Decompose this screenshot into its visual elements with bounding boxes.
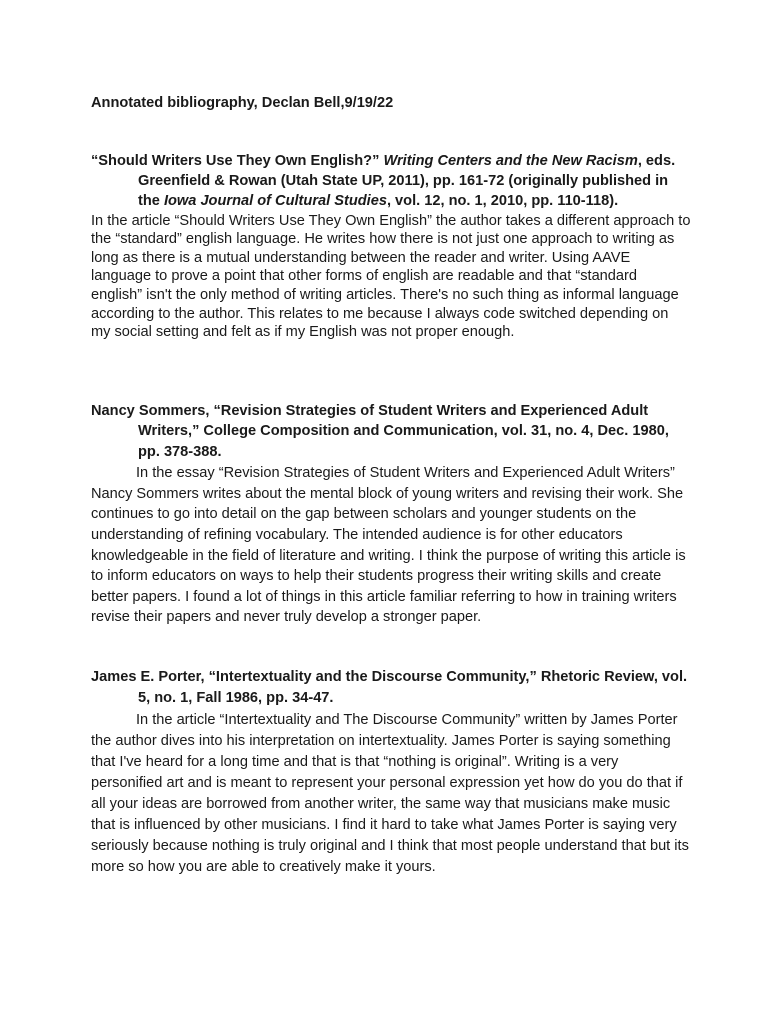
entry-annotation: In the article “Should Writers Use They Own English” the author takes a different approach to the “standard” english language. He writes how there is not just one approach to writing as long as there is a mutual understanding between the reader and writer. Using AAVE language to prove a point that other forms of english are readable and that “standard english” isn't the only method of writing articles. There's no such thing as informal language according to the author. This relates to me because I always code switched depending on my social setting and felt as if my English was not proper enough. [91, 212, 691, 341]
entry-annotation: In the article “Intertextuality and The Discourse Community” written by James Porter the author dives into his interpretation on intertextuality. James Porter is saying something that I've heard for a long time and that is that “nothing is original”. Writing is a very personified art and is meant to represent your personal expression yet how do you do that if all your ideas are borrowed from another writer, the same way that musicians make music that is influenced by other musicians. I find it hard to take what James Porter is saying very seriously because nothing is truly original and I think that most people understand that but its more so how you are able to creatively make it yours. [91, 712, 689, 875]
citation-journal-title: Iowa Journal of Cultural Studies [163, 193, 387, 210]
citation-source-title: Writing Centers and the New Racism [383, 153, 638, 169]
bibliography-entry [91, 667, 691, 878]
bibliography-entry [91, 401, 691, 628]
bibliography-entry [91, 151, 691, 342]
entry-citation: James E. Porter, “Intertextuality and the Discourse Community,” Rhetoric Review, vol. 5, no. 1, Fall 1986, pp. 34-47. [91, 669, 688, 706]
citation-text: “Should Writers Use They Own English?” [91, 153, 384, 169]
citation-text: , eds. Greenfield & Rowan (Utah State UP, 2011), pp. 161-72 (originally published in the [138, 153, 676, 210]
citation-text: , vol. 12, no. 1, 2010, pp. 110-118). [386, 193, 619, 210]
entry-citation: Nancy Sommers, “Revision Strategies of Student Writers and Experienced Adult Writers,” College Composition and Communication, vol. 31, no. 4, Dec. 1980, pp. 378-388. [91, 403, 669, 460]
entry-annotation: In the essay “Revision Strategies of Student Writers and Experienced Adult Writers” Nancy Sommers writes about the mental block of young writers and revising their work. She continues to go into detail on the gap between scholars and younger students on the understanding of refining vocabulary. The intended audience is for other educators knowledgeable in the field of literature and writing. I think the purpose of writing this article is to inform educators on ways to help their students progress their writing skills and create better papers. I found a lot of things in this article familiar referring to how in training writers revise their papers and never truly develop a stronger paper. [91, 465, 686, 626]
document-title: Annotated bibliography, Declan Bell,9/19/22 [91, 95, 394, 111]
entry-citation [91, 151, 691, 212]
